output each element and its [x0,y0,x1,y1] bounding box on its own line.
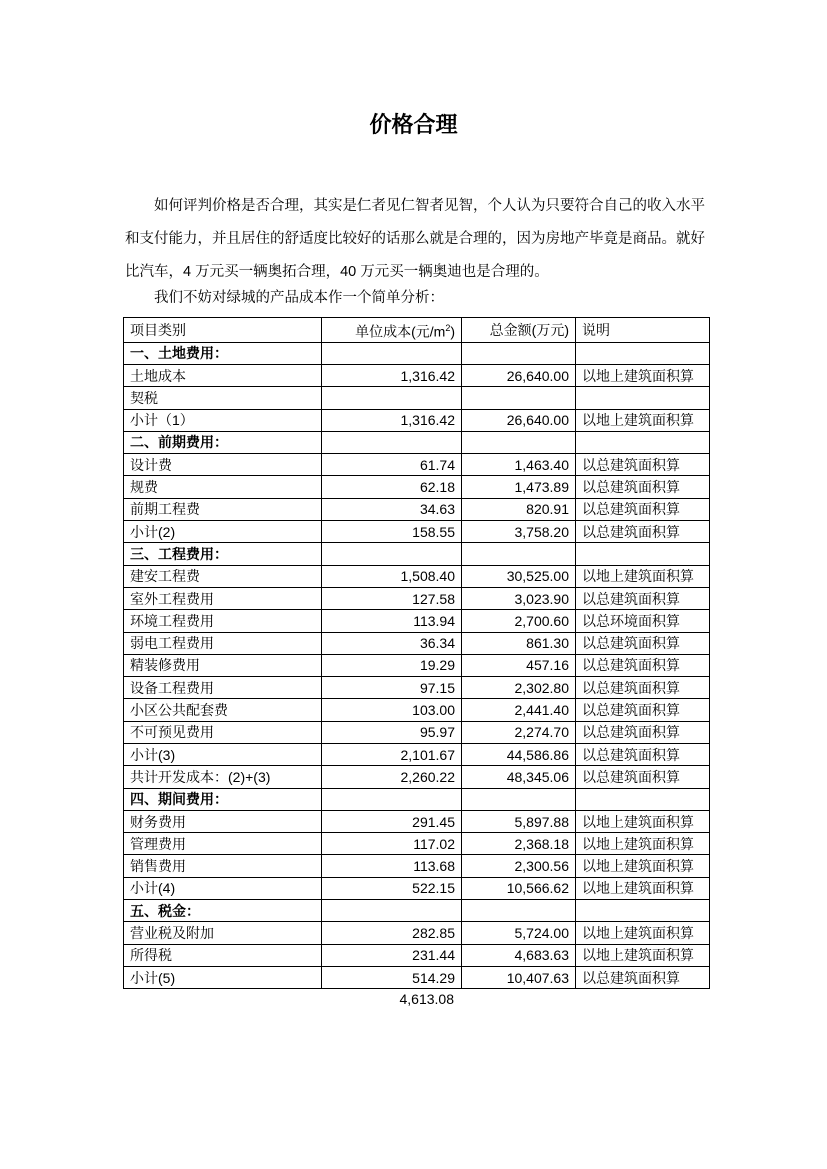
category-cell: 财务费用 [124,810,322,832]
table-row [124,409,710,431]
category-cell: 三、工程费用： [124,543,322,565]
total-amount-cell: 26,640.00 [462,409,576,431]
unit-cost-cell [322,431,462,453]
table-row [124,855,710,877]
note-cell: 以总建筑面积算 [576,721,710,743]
category-cell: 二、前期费用： [124,431,322,453]
unit-cost-cell: 62.18 [322,476,462,498]
section-row [124,342,710,364]
total-amount-cell: 1,473.89 [462,476,576,498]
note-cell: 以地上建筑面积算 [576,877,710,899]
category-cell: 小计(2) [124,521,322,543]
total-amount-cell: 3,758.20 [462,521,576,543]
total-amount-cell: 1,463.40 [462,454,576,476]
note-cell: 以总建筑面积算 [576,498,710,520]
category-cell: 环境工程费用 [124,610,322,632]
total-amount-cell [462,543,576,565]
unit-cost-cell: 113.94 [322,610,462,632]
table-row [124,476,710,498]
total-amount-cell: 2,441.40 [462,699,576,721]
total-amount-cell: 26,640.00 [462,364,576,386]
category-cell: 规费 [124,476,322,498]
unit-cost-cell: 113.68 [322,855,462,877]
category-cell: 一、土地费用： [124,342,322,364]
total-amount-cell: 30,525.00 [462,565,576,587]
table-row [124,677,710,699]
unit-cost-cell [322,342,462,364]
total-amount-cell: 2,300.56 [462,855,576,877]
note-cell [576,342,710,364]
note-cell: 以总建筑面积算 [576,677,710,699]
table-row [124,810,710,832]
category-cell: 营业税及附加 [124,922,322,944]
category-cell: 设计费 [124,454,322,476]
table-row [124,877,710,899]
header-unit-cost: 单位成本(元$/m^2$) [322,318,462,343]
note-cell: 以总建筑面积算 [576,476,710,498]
unit-cost-cell: 97.15 [322,677,462,699]
total-amount-cell: 2,368.18 [462,833,576,855]
total-amount-cell [462,431,576,453]
note-cell: 以地上建筑面积算 [576,944,710,966]
table-row [124,833,710,855]
category-cell: 小计(3) [124,744,322,766]
total-amount-cell: 2,274.70 [462,721,576,743]
category-cell: 小计(4) [124,877,322,899]
trailing-value: 4,613.08 [399,991,454,1007]
category-cell: 室外工程费用 [124,587,322,609]
total-amount-cell: 4,683.63 [462,944,576,966]
table-row [124,922,710,944]
unit-cost-cell [322,387,462,409]
note-cell: 以地上建筑面积算 [576,922,710,944]
table-row [124,565,710,587]
total-amount-cell: 2,700.60 [462,610,576,632]
total-amount-cell [462,387,576,409]
unit-cost-cell: 19.29 [322,654,462,676]
table-row [124,766,710,788]
category-cell: 小计（1） [124,409,322,431]
total-amount-cell: 10,407.63 [462,966,576,988]
table-row [124,944,710,966]
header-category: 项目类别 [124,318,322,343]
category-cell: 建安工程费 [124,565,322,587]
table-row [124,364,710,386]
total-amount-cell: 5,897.88 [462,810,576,832]
cost-table [123,317,710,989]
category-cell: 不可预见费用 [124,721,322,743]
total-amount-cell: 48,345.06 [462,766,576,788]
unit-cost-cell [322,788,462,810]
page-title: 价格合理 [369,112,458,138]
table-row [124,654,710,676]
table-row [124,632,710,654]
unit-cost-cell: 514.29 [322,966,462,988]
total-amount-cell [462,342,576,364]
table-row [124,587,710,609]
category-cell: 弱电工程费用 [124,632,322,654]
total-amount-cell [462,788,576,810]
note-cell: 以总建筑面积算 [576,587,710,609]
table-row [124,699,710,721]
category-cell: 销售费用 [124,855,322,877]
total-amount-cell: 2,302.80 [462,677,576,699]
note-cell [576,387,710,409]
table-row [124,721,710,743]
unit-cost-cell: 1,508.40 [322,565,462,587]
note-cell: 以总建筑面积算 [576,699,710,721]
note-cell [576,543,710,565]
category-cell: 设备工程费用 [124,677,322,699]
category-cell: 契税 [124,387,322,409]
unit-cost-cell: 95.97 [322,721,462,743]
total-amount-cell: 861.30 [462,632,576,654]
note-cell: 以总建筑面积算 [576,632,710,654]
unit-cost-cell: 231.44 [322,944,462,966]
note-cell: 以地上建筑面积算 [576,409,710,431]
unit-cost-cell: 117.02 [322,833,462,855]
unit-cost-cell: 61.74 [322,454,462,476]
note-cell: 以地上建筑面积算 [576,833,710,855]
total-amount-cell [462,900,576,922]
section-row [124,788,710,810]
unit-cost-cell: 158.55 [322,521,462,543]
category-cell: 四、期间费用： [124,788,322,810]
total-amount-cell: 5,724.00 [462,922,576,944]
analysis-intro: 我们不妨对绿城的产品成本作一个简单分析： [154,290,444,306]
category-cell: 小区公共配套费 [124,699,322,721]
note-cell: 以总建筑面积算 [576,766,710,788]
category-cell: 五、税金： [124,900,322,922]
note-cell: 以地上建筑面积算 [576,565,710,587]
unit-cost-cell: 522.15 [322,877,462,899]
note-cell: 以总建筑面积算 [576,654,710,676]
table-row [124,498,710,520]
unit-cost-cell: 36.34 [322,632,462,654]
total-amount-cell: 44,586.86 [462,744,576,766]
unit-cost-cell: 103.00 [322,699,462,721]
header-note: 说明 [576,318,710,343]
total-amount-cell: 10,566.62 [462,877,576,899]
intro-paragraph: 如何评判价格是否合理，其实是仁者见仁智者见智，个人认为只要符合自己的收入水平和支付能力，并且居住的舒适度比较好的话那么就是合理的，因为房地产毕竟是商品。就好比汽车，4 万元买一辆奥拓合理，40 万元买一辆奥迪也是合理的。 [125,198,705,280]
unit-cost-cell: 1,316.42 [322,364,462,386]
section-row [124,431,710,453]
note-cell: 以地上建筑面积算 [576,855,710,877]
unit-cost-cell: 127.58 [322,587,462,609]
table-header-row [124,318,710,343]
unit-cost-cell: 2,260.22 [322,766,462,788]
header-total: 总金额(万元) [462,318,576,343]
note-cell: 以总建筑面积算 [576,744,710,766]
note-cell: 以总建筑面积算 [576,521,710,543]
unit-cost-cell: 1,316.42 [322,409,462,431]
note-cell: 以地上建筑面积算 [576,810,710,832]
category-cell: 所得税 [124,944,322,966]
unit-cost-cell: 282.85 [322,922,462,944]
section-row [124,900,710,922]
unit-cost-cell: 34.63 [322,498,462,520]
note-cell: 以总建筑面积算 [576,966,710,988]
unit-cost-cell [322,543,462,565]
unit-cost-cell: 2,101.67 [322,744,462,766]
table-row [124,610,710,632]
table-row [124,744,710,766]
total-amount-cell: 3,023.90 [462,587,576,609]
table-row [124,387,710,409]
note-cell [576,900,710,922]
note-cell [576,788,710,810]
table-row [124,966,710,988]
total-amount-cell: 457.16 [462,654,576,676]
category-cell: 精装修费用 [124,654,322,676]
category-cell: 土地成本 [124,364,322,386]
category-cell: 前期工程费 [124,498,322,520]
category-cell: 管理费用 [124,833,322,855]
note-cell [576,431,710,453]
note-cell: 以总环境面积算 [576,610,710,632]
unit-cost-cell: 291.45 [322,810,462,832]
unit-cost-cell [322,900,462,922]
category-cell: 小计(5) [124,966,322,988]
note-cell: 以总建筑面积算 [576,454,710,476]
table-row [124,521,710,543]
category-cell: 共计开发成本：(2)+(3) [124,766,322,788]
note-cell: 以地上建筑面积算 [576,364,710,386]
section-row [124,543,710,565]
table-row [124,454,710,476]
total-amount-cell: 820.91 [462,498,576,520]
